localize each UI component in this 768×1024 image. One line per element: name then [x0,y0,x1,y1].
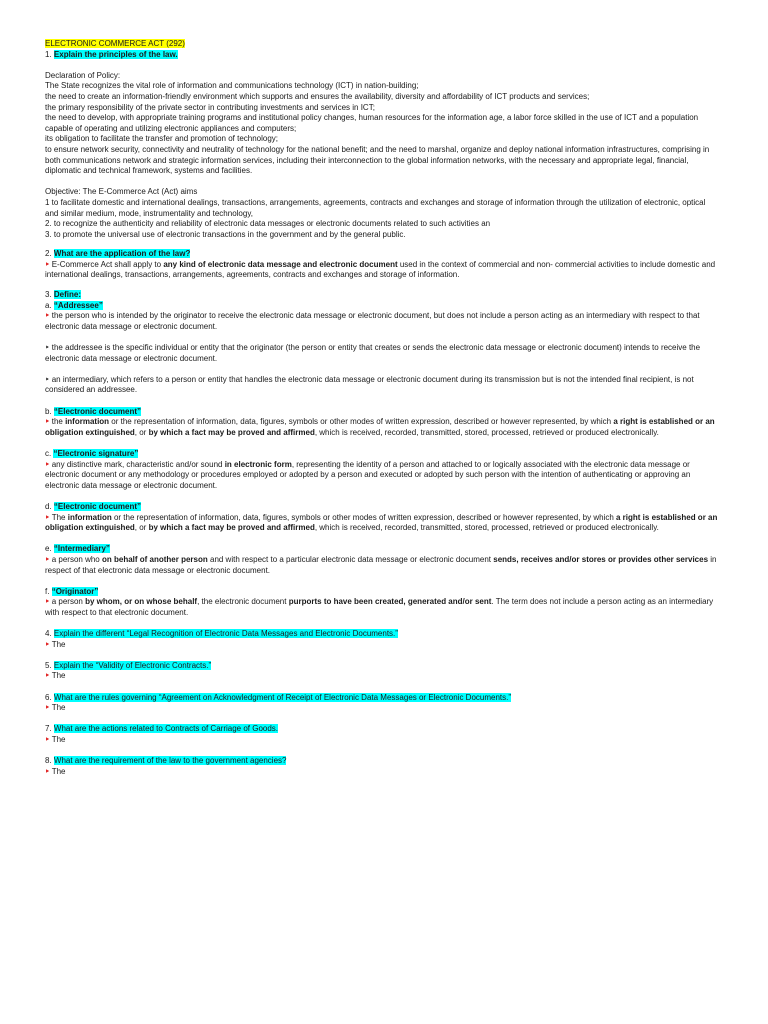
definition-a-note: ‣ the addressee is the specific individual or entity that the originator (the person or entity that creates or sends the electronic data message or electronic document) intends to receive the electronic data message or electronic document. [45,343,701,363]
arrow-bullet-icon: ‣ [45,259,50,269]
question-text: Define: [53,290,82,300]
definition-c-title: c. “Electronic signature” [45,448,139,458]
definition-c-text: ‣ any distinctive mark, characteristic and/or sound in electronic form, representing the identity of a person and attached to or logically associated with the electronic data message or electronic document or any methodology or procedures employed or adopted by a person and executed or adopted by such person with the intention of authenticating or approving an electronic data message or electronic document. [45,459,691,490]
arrow-bullet-icon: ‣ [45,343,50,353]
policy-line: the need to create an information-friendly environment which supports and ensures the availability, diversity and affordability of ICT products and services; [45,91,590,101]
title-text: ELECTRONIC COMMERCE ACT (292) [45,39,185,48]
arrow-bullet-icon: ‣ [45,639,50,649]
policy-line: The State recognizes the vital role of information and communications technology (ICT) in nation-building; [45,81,419,91]
definition-f-title: f. “Originator” [45,586,99,596]
question-4: 4. Explain the different “Legal Recognition of Electronic Data Messages and Electronic Documents.” [45,629,398,639]
definition-a-note: ‣ an intermediary, which refers to a person or entity that handles the electronic data message or electronic document during its transmission but is not the intended final recipient, is not considered an addressee. [45,374,694,395]
arrow-bullet-icon: ‣ [45,597,50,607]
arrow-bullet-icon: ‣ [45,459,50,469]
document-title [45,39,718,50]
answer-7: ‣ The [45,735,66,744]
definition-a-text: ‣ the person who is intended by the originator to receive the electronic data message or electronic document, but does not include a person acting as an intermediary with respect to that electronic data message or electronic document. [45,311,700,331]
answer-2: ‣ E-Commerce Act shall apply to any kind of electronic data message and electronic document used in the context of commercial and non- commercial activities to include domestic and international dealings, transactions, arrangements, agreements, contracts and exchanges and storage of information. [45,259,716,280]
arrow-bullet-icon: ‣ [45,671,50,681]
policy-heading: Declaration of Policy: [45,70,121,80]
answer-6: ‣ The [45,703,66,713]
question-8: 8. What are the requirement of the law to the government agencies? [45,756,287,766]
policy-line: the primary responsibility of the private sector in contributing investments and services in ICT; [45,102,375,112]
arrow-bullet-icon: ‣ [45,735,50,744]
question-2 [45,249,718,260]
policy-line: to ensure network security, connectivity and neutrality of technology for the national benefit; and the need to marshal, organize and deploy national information infrastructures, comprising in both communications network and strategic information services, including their interconnection to the global information networks, with the necessary and appropriate legal, financial, diplomatic and technical framework, systems and facilities. [45,144,710,176]
objective-line: 1 to facilitate domestic and international dealings, transactions, arrangements, agreements, contracts and exchanges and storage of information through the utilization of electronic, optical and similar medium, mode, instrumentality and technology, [45,197,706,218]
definition-b-text: ‣ the information or the representation of information, data, figures, symbols or other modes of written expression, described or however represented, by which a right is established or an obligation extinguished, or by which a fact may be proved and affirmed, which is received, recorded, transmitted, stored, processed, retrieved or produced electronically. [45,417,715,437]
question-1 [45,50,718,61]
arrow-bullet-icon: ‣ [45,766,50,776]
definition-f-text: ‣ a person by whom, or on whose behalf, the electronic document purports to have been created, generated and/or sent. The term does not include a person acting as an intermediary with respect to that electronic document. [45,597,714,617]
definition-b-title: b. “Electronic document” [45,406,142,416]
question-number: 3. [45,290,52,300]
arrow-bullet-icon: ‣ [45,554,50,564]
arrow-bullet-icon: ‣ [45,512,50,522]
arrow-bullet-icon: ‣ [45,417,50,427]
definition-a-title: a. “Addressee” [45,300,103,310]
arrow-bullet-icon: ‣ [45,311,50,321]
question-text: What are the application of the law? [53,249,191,259]
policy-line: the need to develop, with appropriate training programs and institutional policy changes, human resources for the information age, a labor force skilled in the use of ICT and a population capable of operating and utilizing electronic appliances and computers; [45,113,699,133]
definition-e-text: ‣ a person who on behalf of another person and with respect to a particular electronic data message or electronic document sends, receives and/or stores or provides other services in respect of that electronic data message or electronic document. [45,554,717,575]
objective-line: 3. to promote the universal use of electronic transactions in the government and by the general public. [45,229,406,239]
question-text: Explain the principles of the law. [53,49,178,59]
answer-5: ‣ The [45,671,66,681]
question-5: 5. Explain the “Validity of Electronic Contracts.” [45,660,212,670]
definition-d-text: ‣ The information or the representation of information, data, figures, symbols or other modes of written expression, described or however represented, by which a right is established or an obligation extinguished, or by which a fact may be proved and affirmed, which is received, recorded, transmitted, stored, processed, retrieved or produced electronically. [45,512,718,533]
question-7: 7. What are the actions related to Contracts of Carriage of Goods. [45,724,279,734]
arrow-bullet-icon: ‣ [45,374,50,384]
answer-8: ‣ The [45,766,66,776]
question-number: 1. [45,49,52,59]
arrow-bullet-icon: ‣ [45,703,50,713]
objective-heading: Objective: The E-Commerce Act (Act) aims [45,187,198,197]
answer-4: ‣ The [45,639,66,649]
question-number: 2. [45,249,52,259]
definition-d-title: d. “Electronic document” [45,501,142,511]
question-3 [45,290,718,301]
definition-e-title: e. “Intermediary” [45,544,110,554]
policy-line: its obligation to facilitate the transfer and promotion of technology; [45,134,279,144]
objective-line: 2. to recognize the authenticity and reliability of electronic data messages or electronic documents related to such activities an [45,219,491,229]
question-6: 6. What are the rules governing “Agreement on Acknowledgment of Receipt of Electronic Data Messages or Electronic Documents.” [45,692,512,702]
